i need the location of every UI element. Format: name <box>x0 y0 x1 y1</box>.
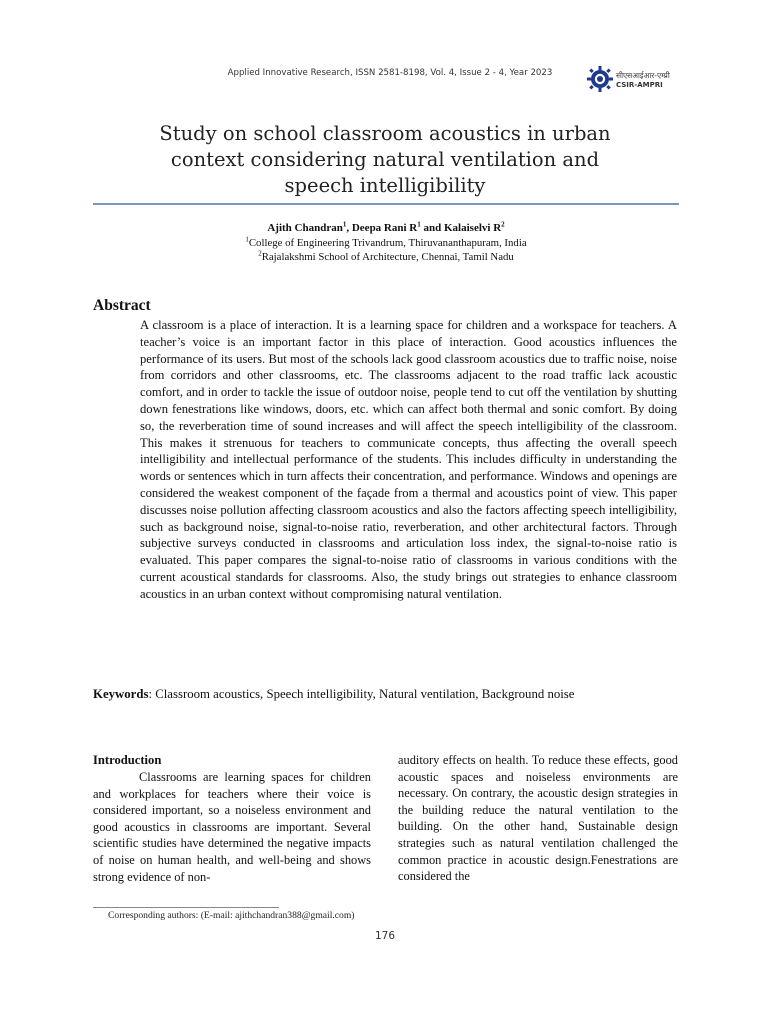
introduction-heading: Introduction <box>93 753 162 767</box>
logo-text: CSIR-AMPRI <box>616 81 663 89</box>
affiliation-2 <box>93 251 679 263</box>
author-list <box>93 222 679 234</box>
title-divider <box>93 203 679 205</box>
abstract-body: A classroom is a place of interaction. It is a learning space for children and a workspace for teachers. A teacher’s voice is an important factor in this place of interaction. Good acoustics influences the performance of its users. But most of the schools lack good classroom acoustics due to traffic noise, noise from corridors and other classrooms, etc. The classrooms adjacent to the road traffic lack acoustic comfort, and in order to tackle the issue of outdoor noise, people tend to cut off the ventilation by shutting down fenestrations like windows, doors, etc. which can affect both thermal and sonic comfort. By doing so, the reverberation time of sound increases and will affect the speech intelligibility of the classroom. This makes it strenuous for teachers to communicate concepts, thus affecting the overall speech intelligibility and intellectual performance of the students. This includes difficulty in understanding the words or sentences which in turn affects their concentration, and performance. Windows and openings are considered the weakest component of the façade from a thermal and acoustics point of view. This paper discusses noise pollution affecting classroom acoustics and also the factors affecting speech intelligibility, such as background noise, signal-to-noise ratio, reverberation, and other architectural factors. Through subjective surveys conducted in classrooms and articulation loss index, the signal-to-noise ratio is evaluated. This paper compares the signal-to-noise ratio of classrooms in various conditions with the current acoustical standards for classrooms. Also, the study brings out strategies to enhance classroom acoustics in an urban context without compromising natural ventilation. <box>140 318 677 601</box>
affiliation-1 <box>93 237 679 249</box>
author-affil-sup: 1 <box>417 220 421 229</box>
author-affil-sup: 1 <box>342 220 347 229</box>
introduction-left-column: Classrooms are learning spaces for children and workplaces for teachers where their voice is considered important, so a noiseless environment and good acoustics in classrooms are important. Several scientific studies have determined the negative impacts of noise on human health, and well-being and shows strong evidence of non- <box>93 770 371 884</box>
introduction-right-column: auditory effects on health. To reduce these effects, good acoustic spaces and noiseless environments are necessary. On contrary, the acoustic design strategies in the building reduce the natural ventilation to the building. On the other hand, Sustainable design strategies such as natural ventilation challenged the common practice in acoustic design.Fenestrations are considered the <box>398 753 678 884</box>
csir-ampri-gear-logo-icon <box>586 63 614 95</box>
paper-title: Study on school classroom acoustics in urban context considering natural ventilation and speech intelligibility <box>159 122 611 197</box>
author-separator: , <box>346 222 352 234</box>
author-separator: and <box>420 222 444 234</box>
affiliation-sup: 1 <box>245 235 249 244</box>
author-name: Deepa Rani R <box>351 222 418 234</box>
affiliation-sup: 2 <box>258 249 262 258</box>
author-affil-sup: 2 <box>501 220 505 229</box>
journal-header: Applied Innovative Research, ISSN 2581-8198, Vol. 4, Issue 2 - 4, Year 2023 <box>227 68 553 78</box>
footnote-divider <box>93 907 279 908</box>
page-number: 176 <box>374 930 396 942</box>
csir-ampri-logo <box>586 62 696 96</box>
affiliation-text: College of Engineering Trivandrum, Thiruvananthapuram, India <box>248 237 527 249</box>
abstract-heading: Abstract <box>93 297 151 314</box>
keywords <box>93 686 677 703</box>
keywords-text: : Classroom acoustics, Speech intelligibility, Natural ventilation, Background noise <box>148 687 575 701</box>
keywords-label: Keywords <box>93 687 149 701</box>
affiliation-text: Rajalakshmi School of Architecture, Chennai, Tamil Nadu <box>261 251 514 263</box>
logo-hindi-text: सीएसआईआर-एम्प्री <box>616 71 670 80</box>
author-name: Ajith Chandran <box>267 222 343 234</box>
author-name: Kalaiselvi R <box>444 222 502 234</box>
corresponding-author-footnote: Corresponding authors: (E-mail: ajithchandran388@gmail.com) <box>108 910 355 921</box>
